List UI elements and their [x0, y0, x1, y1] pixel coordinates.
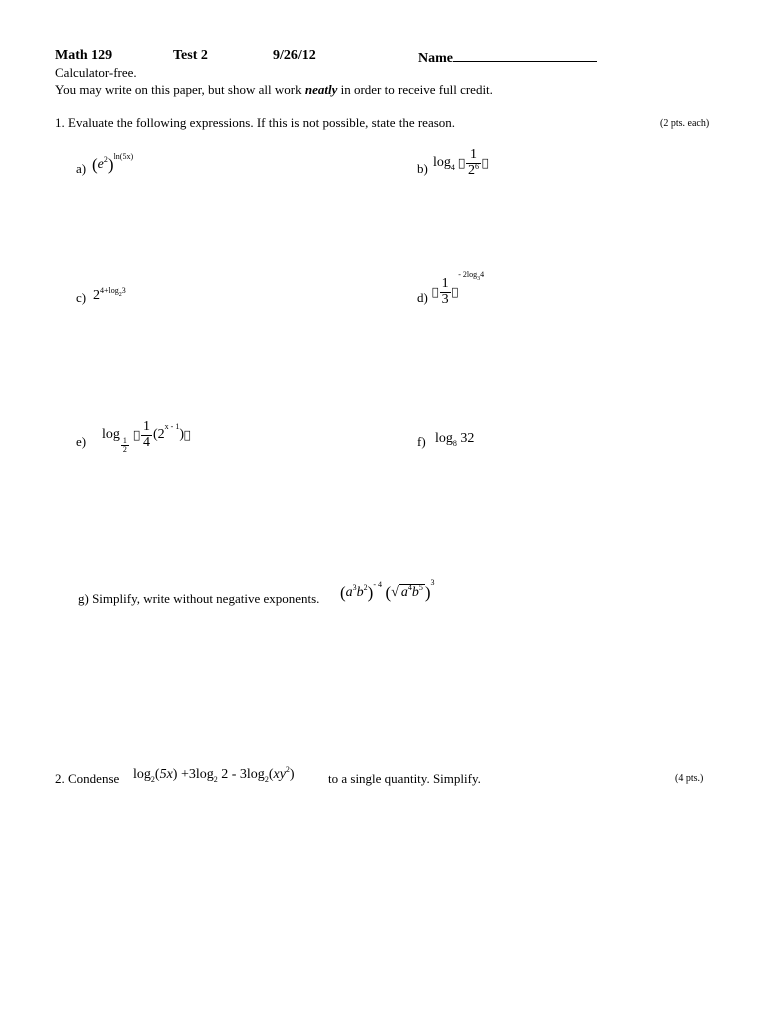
q1d-bracket-left [432, 285, 439, 298]
q1e-den: 4 [136, 434, 144, 450]
q2-t3: - 3log [231, 767, 265, 782]
q1b-den: 2 [461, 162, 469, 178]
q1d-den: 3 [435, 291, 442, 307]
q1g-rad-a-exp: 4 [407, 583, 412, 593]
q1e-log: log [102, 427, 120, 443]
q1c-exp-base: 2 [118, 292, 122, 298]
instruction-text-b: in order to receive full credit. [337, 82, 493, 97]
q1g-b: b [356, 585, 364, 601]
q1e-base-den: 2 [122, 445, 127, 455]
q1g-outer-exp: - 4 [373, 580, 383, 590]
q1e-inner-base: 2 [151, 427, 159, 443]
q1e-base-fraction [121, 437, 129, 455]
q1e-num: 1 [141, 420, 152, 436]
q1d-expression [432, 270, 484, 307]
q1g-a: a [345, 585, 353, 601]
q1b-base: 4 [450, 163, 455, 173]
q2-t1-base: 2 [150, 775, 155, 784]
q1e-bracket-left [133, 428, 140, 441]
instruction-emphasis: neatly [304, 82, 338, 97]
q1c-exp: 4+log [100, 286, 119, 295]
q1g-expression: $(a^3b^2)^{- 4}$ (√ $a^4b^5$ )$^3$ [340, 578, 435, 602]
q2-t2-base: 2 [213, 775, 218, 784]
name-field[interactable] [418, 48, 597, 67]
q2-t2-arg: 2 [221, 767, 229, 782]
q1d-exp: - 2log [448, 270, 468, 280]
q1e-bracket-right [184, 428, 191, 441]
q1f-label: f) [417, 434, 426, 449]
q2-t1-log: log [133, 767, 151, 782]
q1g-rad-b: b [411, 585, 419, 601]
q1e-fraction [136, 419, 152, 450]
q1b-num: 1 [466, 148, 481, 164]
q1d-exp-arg: 4 [470, 270, 475, 280]
q1g-rad-b-exp: 5 [418, 583, 423, 593]
course-title: Math 129 [55, 48, 113, 63]
radical-icon: √ [391, 585, 399, 601]
q1c-exp-arg: 3 [121, 286, 126, 295]
instruction-text-a: You may write on this paper, but show all work [55, 82, 305, 97]
q1a-expression: $(e^2)^{ln(5x)}$ [92, 152, 134, 174]
q2-label: 2. Condense [55, 771, 120, 786]
q1b-fraction [461, 147, 481, 178]
q1a-base: e [97, 157, 104, 173]
q2-t1-arg: 5x [159, 767, 173, 782]
q1e-expression: log $\frac{1}{2}$ $\frac{1}{4}$ (2$^{x - 1}$) [102, 420, 191, 455]
instruction-show-work [55, 82, 493, 98]
q1e-inner-exp: x - 1 [158, 422, 173, 432]
q1g-radicand [399, 584, 425, 600]
q1c-expression [93, 288, 126, 304]
q1f-expression [435, 431, 474, 447]
name-blank-line [453, 48, 597, 62]
q2-t3-base: 2 [264, 775, 269, 784]
q1g-prompt: g) Simplify, write without negative exponents. [78, 591, 320, 606]
q1d-label: d) [417, 290, 428, 305]
q1b-den-exp: 6 [468, 161, 473, 171]
q1d-bracket-right [445, 285, 449, 299]
q1g-b-exp: 2 [363, 583, 368, 593]
q1c-base: 2 [93, 288, 100, 303]
q1e-label: e) [76, 434, 87, 449]
q2-expression: $\log_2(5x) +3\log_2$ $2 - 3\log_2(xy^2)$ [133, 765, 295, 784]
q1f-arg: 32 [460, 431, 475, 446]
test-date: 9/26/12 [273, 48, 316, 63]
q1a-inner-exp: 2 [103, 155, 108, 165]
q1g-rad-a: a [400, 585, 408, 601]
q1b-bracket-left [458, 156, 465, 169]
q2-t2: +3log [180, 767, 214, 782]
q1d-num: 1 [440, 277, 451, 293]
q1f-log: log [435, 431, 453, 446]
q1b-log: log [433, 155, 451, 171]
q1d-fraction [435, 276, 451, 307]
q1b-expression [433, 148, 489, 178]
q1a-label: a) [76, 161, 87, 176]
q1d-exp-base: 3 [467, 276, 471, 283]
q2-t3-arg: xy [273, 767, 286, 782]
q2-points: (4 pts.) [675, 773, 704, 784]
q2-t3-arg-exp: 2 [285, 765, 290, 774]
q1-prompt: 1. Evaluate the following expressions. If this is not possible, state the reason. [55, 115, 456, 130]
q1g-rad-outer-exp: 3 [430, 578, 435, 588]
q2-suffix: to a single quantity. Simplify. [328, 771, 481, 786]
q1b-label: b) [417, 161, 428, 176]
test-title: Test 2 [173, 48, 208, 63]
q1c-label: c) [76, 290, 87, 305]
q1-points: (2 pts. each) [660, 118, 710, 129]
q1a-outer-exp: ln(5x) [113, 152, 134, 162]
q1e-base-num: 1 [122, 436, 127, 446]
q1b-bracket-right [482, 156, 489, 169]
name-label: Name [418, 51, 453, 66]
instruction-calculator: Calculator-free. [55, 65, 137, 80]
q1f-base: 8 [452, 439, 457, 448]
q1g-a-exp: 3 [352, 583, 357, 593]
